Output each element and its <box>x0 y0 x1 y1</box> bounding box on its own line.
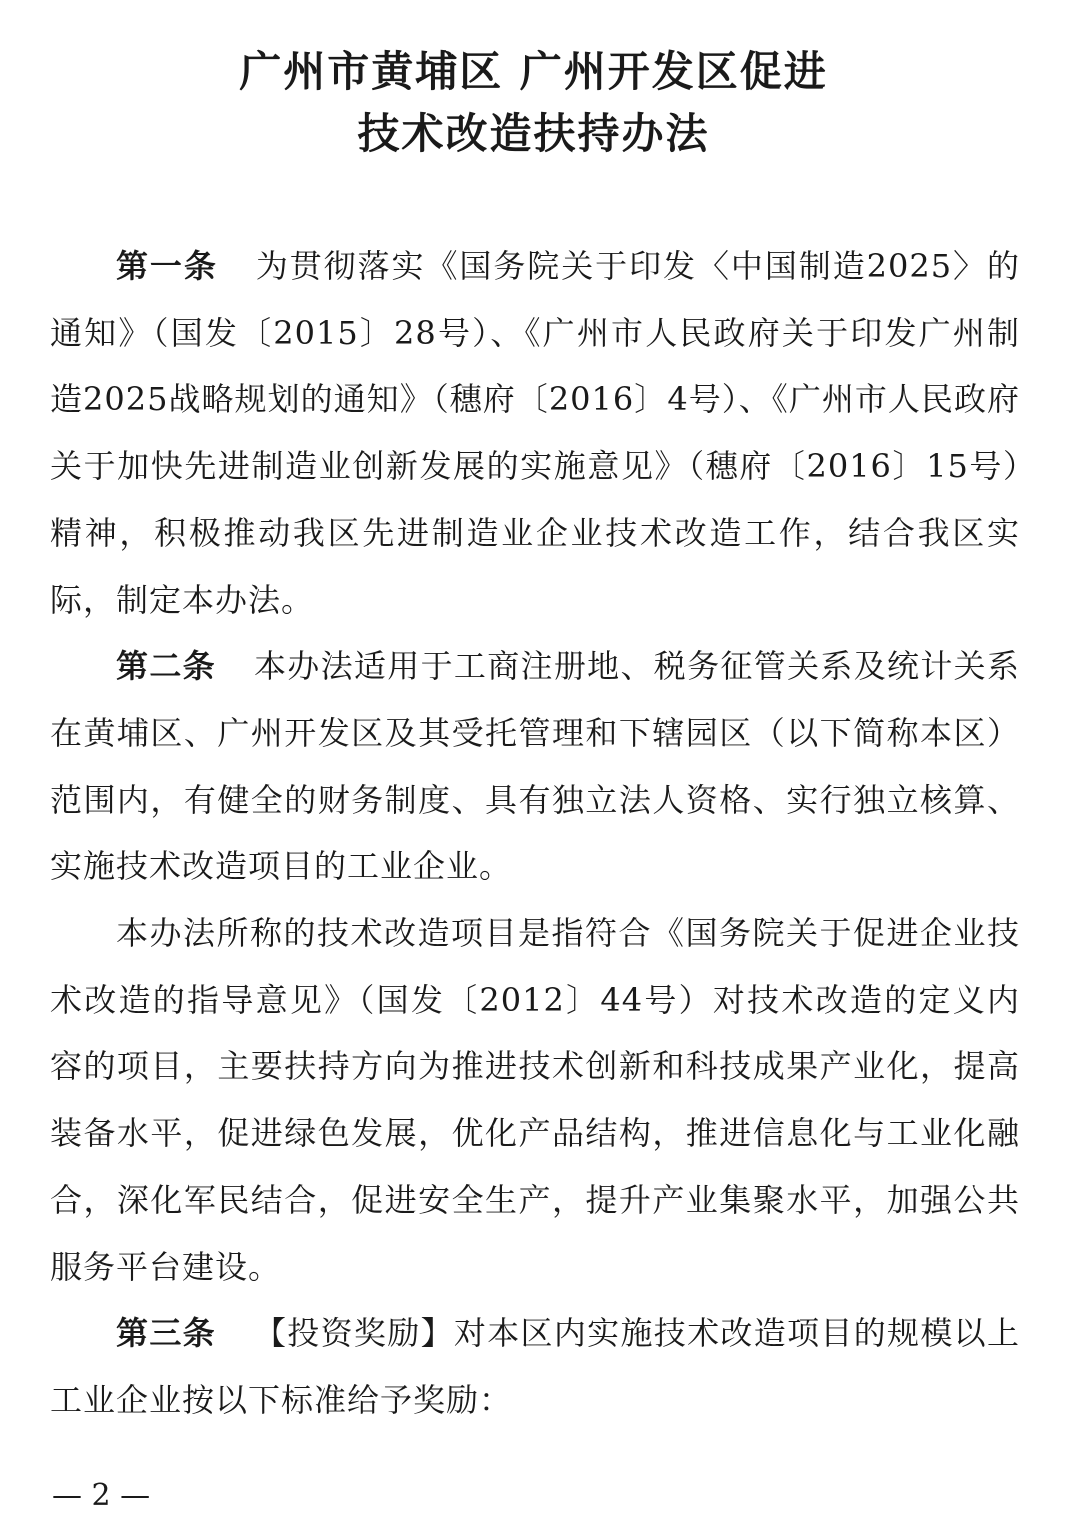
document-title-line-2: 技术改造扶持办法 <box>357 109 710 158</box>
article-2-paragraph <box>50 633 1020 900</box>
article-2-text: 本办法适用于工商注册地、税务征管关系及统计关系在黄埔区、广州开发区及其受托管理和下辖园区（以下简称本区）范围内，有健全的财务制度、具有独立法人资格、实行独立核算、实施技术改造项目的工业企业。 <box>50 647 1020 886</box>
document-title-line-1: 广州市黄埔区 广州开发区促进 <box>239 47 828 96</box>
article-1-heading: 第一条 <box>116 247 218 285</box>
page-number: — 2 — <box>52 1478 151 1513</box>
article-2-continuation-paragraph <box>50 900 1020 1300</box>
article-1-paragraph <box>50 233 1020 633</box>
article-1-text: 为贯彻落实《国务院关于印发〈中国制造2025〉的通知》（国发〔2015〕28号）、《广州市人民政府关于印发广州制造2025战略规划的通知》（穗府〔2016〕4号）、《广州市人民政府关于加快先进制造业创新发展的实施意见》（穗府〔2016〕15号）精神，积极推动我区先进制造业企业技术改造工作，结合我区实际，制定本办法。 <box>50 247 1020 619</box>
article-3-paragraph <box>50 1300 1020 1433</box>
article-2-heading: 第二条 <box>116 647 216 686</box>
document-body <box>50 233 1020 1434</box>
article-2-continuation-text: 本办法所称的技术改造项目是指符合《国务院关于促进企业技术改造的指导意见》（国发〔2012〕44号）对技术改造的定义内容的项目，主要扶持方向为推进技术创新和科技成果产业化，提高装备水平，促进绿色发展，优化产品结构，推进信息化与工业化融合，深化军民结合，促进安全生产，提升产业集聚水平，加强公共服务平台建设。 <box>50 914 1020 1286</box>
article-3-heading: 第三条 <box>116 1314 216 1353</box>
article-3-text: 【投资奖励】对本区内实施技术改造项目的规模以上工业企业按以下标准给予奖励： <box>50 1314 1020 1419</box>
